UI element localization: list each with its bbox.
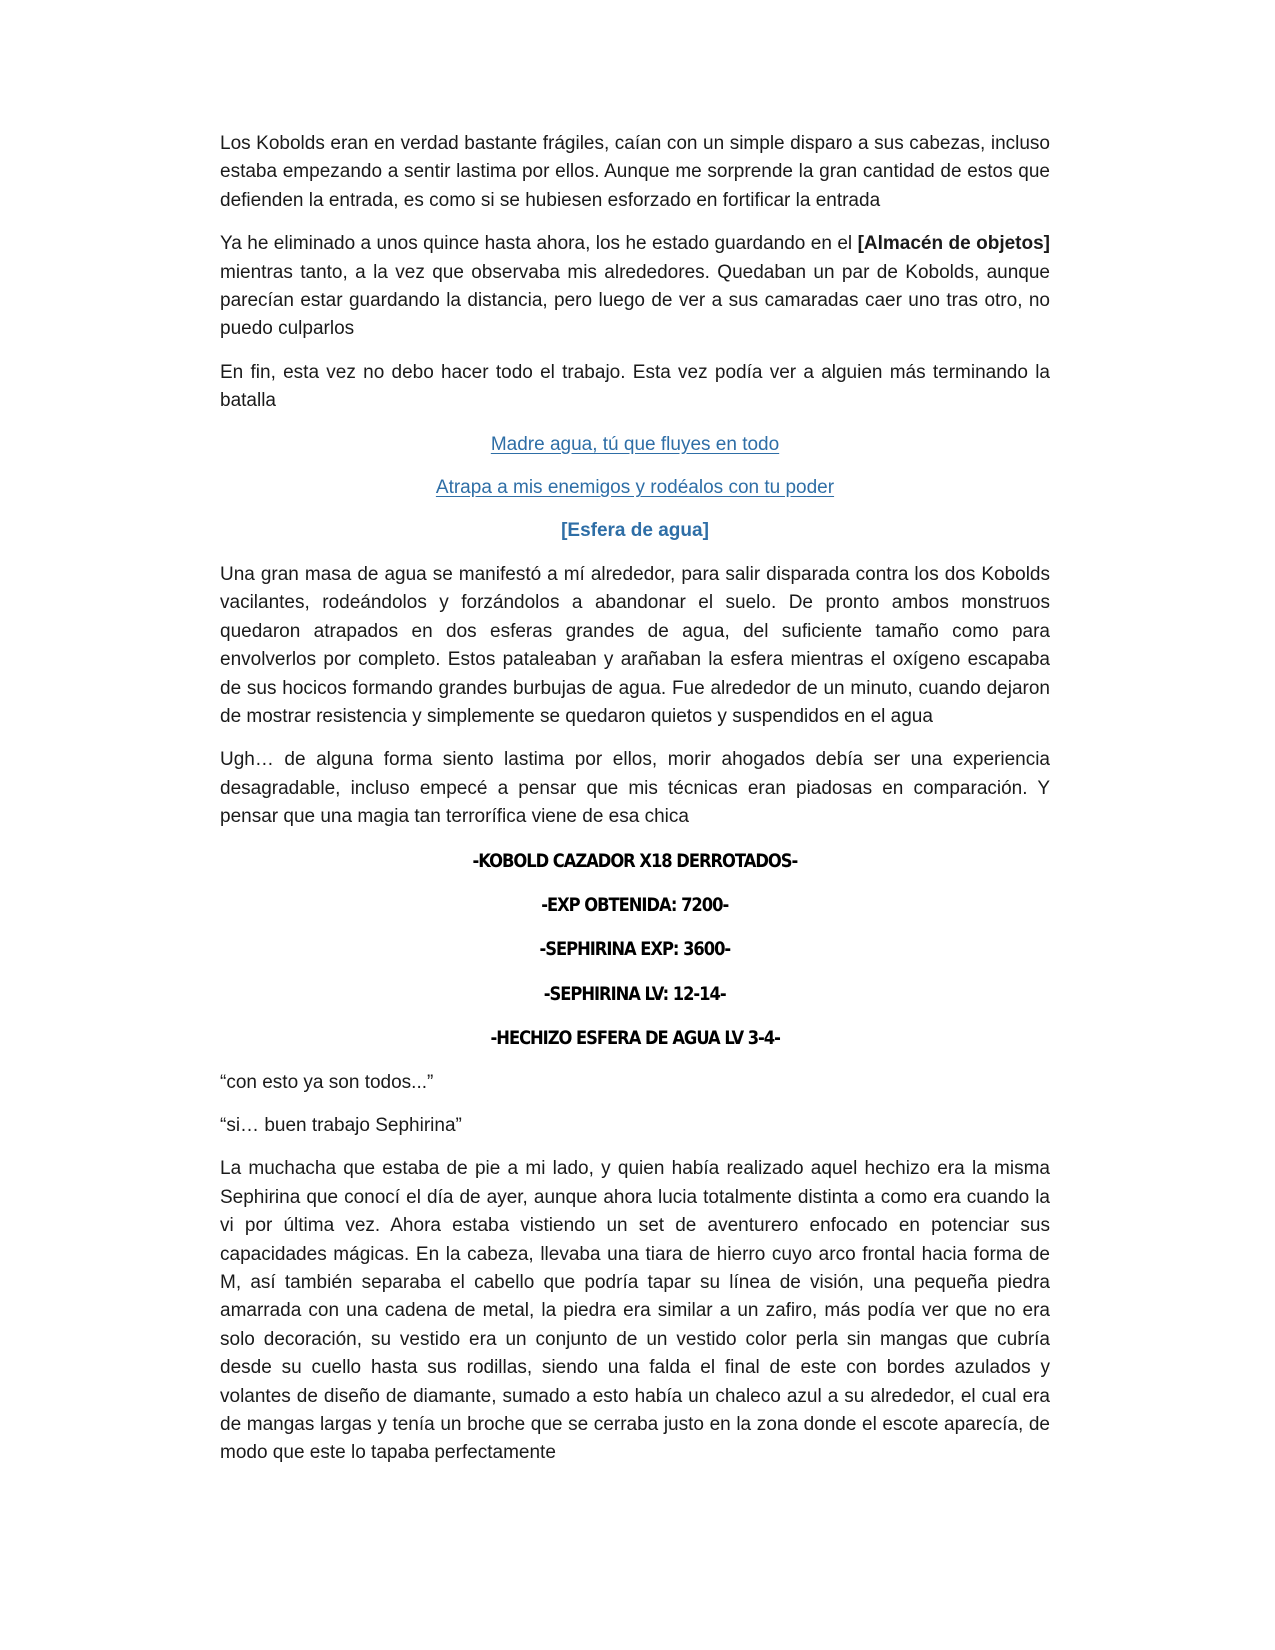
chant-line-2	[220, 474, 1050, 502]
system-text-sephirina-exp: -SEPHIRINA EXP: 3600-	[539, 938, 731, 961]
system-text-sephirina-lv: -SEPHIRINA LV: 12-14-	[544, 982, 726, 1005]
system-text-defeated: -KOBOLD CAZADOR X18 DERROTADOS-	[472, 849, 798, 872]
paragraph-water-mass: Una gran masa de agua se manifestó a mí alrededor, para salir disparada contra los dos Kobolds vacilantes, rodeándolos y forzándolos a abandonar el suelo. De pronto ambos monstruos quedaron atrapados en dos esferas grandes de agua, del suficiente tamaño como para envolverlos por completo. Estos pataleaban y arañaban la esfera mientras el oxígeno escapaba de sus hocicos formando grandes burbujas de agua. Fue alrededor de un minuto, cuando dejaron de mostrar resistencia y simplemente se quedaron quietos y suspendidos en el agua	[220, 563, 1050, 727]
item-storage-skill: [Almacén de objetos]	[857, 233, 1050, 255]
system-text-spell-lv: -HECHIZO ESFERA DE AGUA LV 3-4-	[490, 1027, 780, 1050]
system-message-spell-lv	[220, 1024, 1050, 1053]
chant-line-1	[220, 431, 1050, 459]
paragraph-finish-battle: En fin, esta vez no debo hacer todo el trabajo. Esta vez podía ver a alguien más terminando la batalla	[220, 361, 1050, 412]
document-page	[220, 130, 1050, 1483]
paragraph-kobolds-fragile: Los Kobolds eran en verdad bastante frágiles, caían con un simple disparo a sus cabezas, incluso estaba empezando a sentir lastima por ellos. Aunque me sorprende la gran cantidad de estos que defienden la entrada, es como si se hubiesen esforzado en fortificar la entrada	[220, 133, 1050, 211]
system-message-defeated	[220, 847, 1050, 876]
system-message-sephirina-lv	[220, 980, 1050, 1009]
paragraph-storage-end: mientras tanto, a la vez que observaba mis alrededores. Quedaban un par de Kobolds, aunque parecían estar guardando la distancia, pero luego de ver a sus camaradas caer uno tras otro, no puedo culparlos	[220, 261, 1050, 340]
chant-text-2: Atrapa a mis enemigos y rodéalos con tu poder	[435, 477, 835, 499]
system-message-sephirina-exp	[220, 935, 1050, 964]
paragraph-sephirina-description: La muchacha que estaba de pie a mi lado, y quien había realizado aquel hechizo era la misma Sephirina que conocí el día de ayer, aunque ahora lucia totalmente distinta a como era cuando la vi por última vez. Ahora estaba vistiendo un set de aventurero enfocado en potenciar sus capacidades mágicas. En la cabeza, llevaba una tiara de hierro cuyo arco frontal hacia forma de M, así también separaba el cabello que podría tapar su línea de visión, una pequeña piedra amarrada con una cadena de metal, la piedra era similar a un zafiro, más podía ver que no era solo decoración, su vestido era un conjunto de un vestido color perla sin mangas que cubría desde su cuello hasta sus rodillas, siendo una falda el final de este con bordes azulados y volantes de diseño de diamante, sumado a esto había un chaleco azul a su alrededor, el cual era de mangas largas y tenía un broche que se cerraba justo en la zona donde el escote aparecía, de modo que este lo tapaba perfectamente	[220, 1158, 1050, 1464]
paragraph-pity: Ugh… de alguna forma siento lastima por ellos, morir ahogados debía ser una experiencia desagradable, incluso empecé a pensar que mis técnicas eran piadosas en comparación. Y pensar que una magia tan terrorífica viene de esa chica	[220, 749, 1050, 828]
dialogue-line-1: “con esto ya son todos...”	[220, 1071, 434, 1093]
paragraph-storage-start: Ya he eliminado a unos quince hasta ahora, los he estado guardando en el	[220, 233, 858, 255]
chant-text-1: Madre agua, tú que fluyes en todo	[490, 433, 780, 455]
system-message-exp	[220, 891, 1050, 920]
paragraph-storage	[220, 230, 1050, 344]
system-text-exp: -EXP OBTENIDA: 7200-	[541, 893, 729, 916]
spell-name: [Esfera de agua]	[561, 520, 709, 542]
dialogue-line-2: “si… buen trabajo Sephirina”	[220, 1114, 462, 1136]
